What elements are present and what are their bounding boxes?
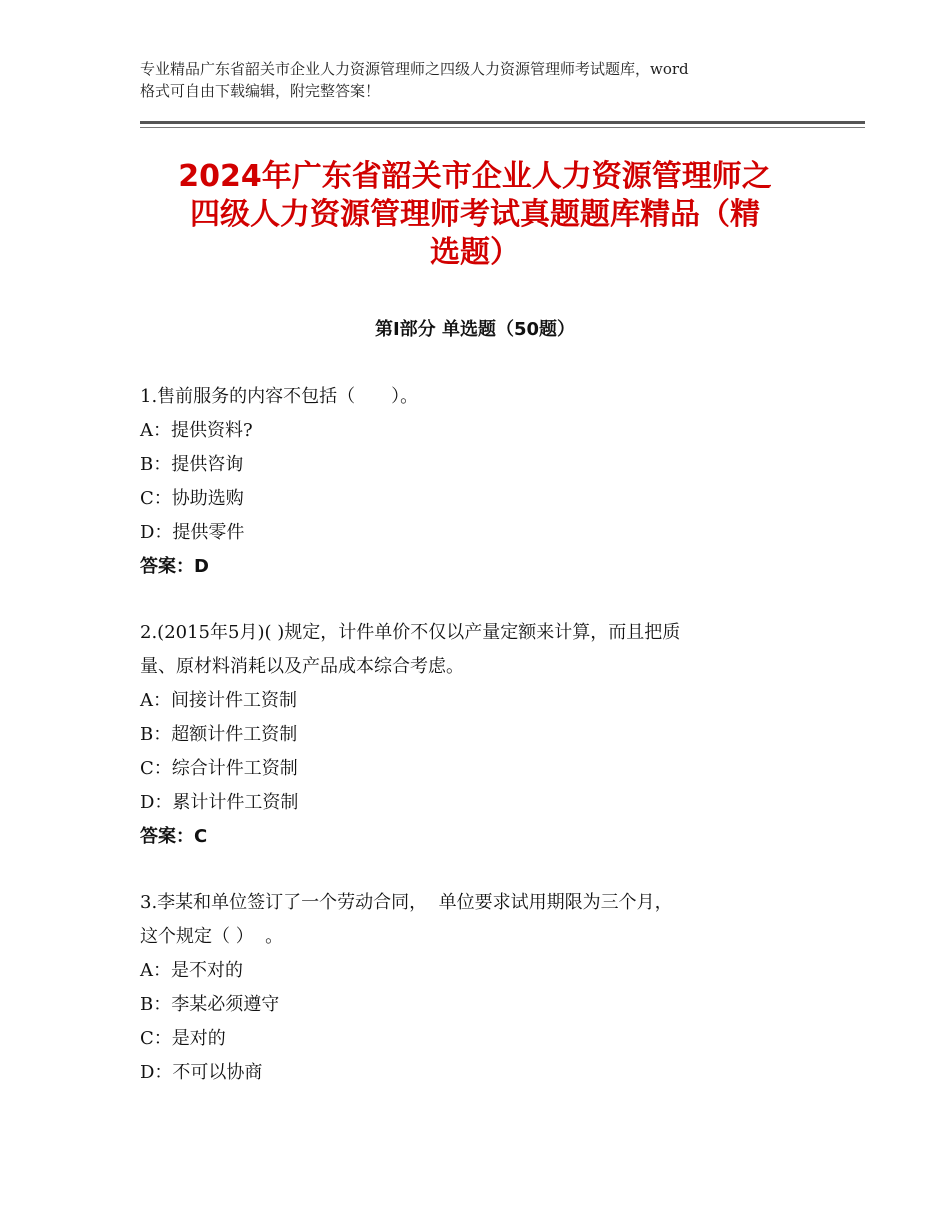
question-stem: 1.售前服务的内容不包括（ ）。 (140, 386, 419, 407)
question-stem-line-1: 3.李某和单位签订了一个劳动合同， 单位要求试用期限为三个月， (140, 892, 673, 913)
document-title-line-1: 2024年广东省韶关市企业人力资源管理师之 (178, 159, 772, 194)
answer: 答案：D (140, 556, 209, 577)
option-a: A：提供资料? (140, 420, 253, 441)
option-c: C：综合计件工资制 (140, 758, 298, 779)
header-divider-thick (140, 121, 865, 124)
question-1 (140, 380, 830, 584)
question-stem-line-2: 这个规定（ ） 。 (140, 926, 284, 947)
option-a: A：是不对的 (140, 960, 243, 981)
option-d: D：累计计件工资制 (140, 792, 299, 813)
header-divider-thin (140, 127, 865, 128)
header-note-line-2: 格式可自由下载编辑，附完整答案！ (140, 82, 381, 100)
answer: 答案：C (140, 826, 208, 847)
question-list (140, 380, 830, 1122)
option-d: D：提供零件 (140, 522, 245, 543)
option-b: B：李某必须遵守 (140, 994, 280, 1015)
option-c: C：协助选购 (140, 488, 244, 509)
question-2 (140, 616, 830, 854)
section-heading: 第Ⅰ部分 单选题（50题） (374, 319, 575, 340)
document-title-line-2: 四级人力资源管理师考试真题题库精品（精 (190, 197, 760, 232)
question-stem-line-2: 量、原材料消耗以及产品成本综合考虑。 (140, 656, 464, 677)
question-3 (140, 886, 830, 1090)
header-note (140, 58, 830, 102)
document-title-line-3: 选题） (430, 235, 520, 270)
document-title (120, 158, 830, 272)
option-a: A：间接计件工资制 (140, 690, 297, 711)
question-stem-line-1: 2.(2015年5月)( )规定，计件单价不仅以产量定额来计算，而且把质 (140, 622, 681, 643)
option-b: B：超额计件工资制 (140, 724, 298, 745)
option-d: D：不可以协商 (140, 1062, 263, 1083)
header-note-line-1: 专业精品广东省韶关市企业人力资源管理师之四级人力资源管理师考试题库，word (140, 60, 689, 78)
option-b: B：提供咨询 (140, 454, 244, 475)
option-c: C：是对的 (140, 1028, 226, 1049)
